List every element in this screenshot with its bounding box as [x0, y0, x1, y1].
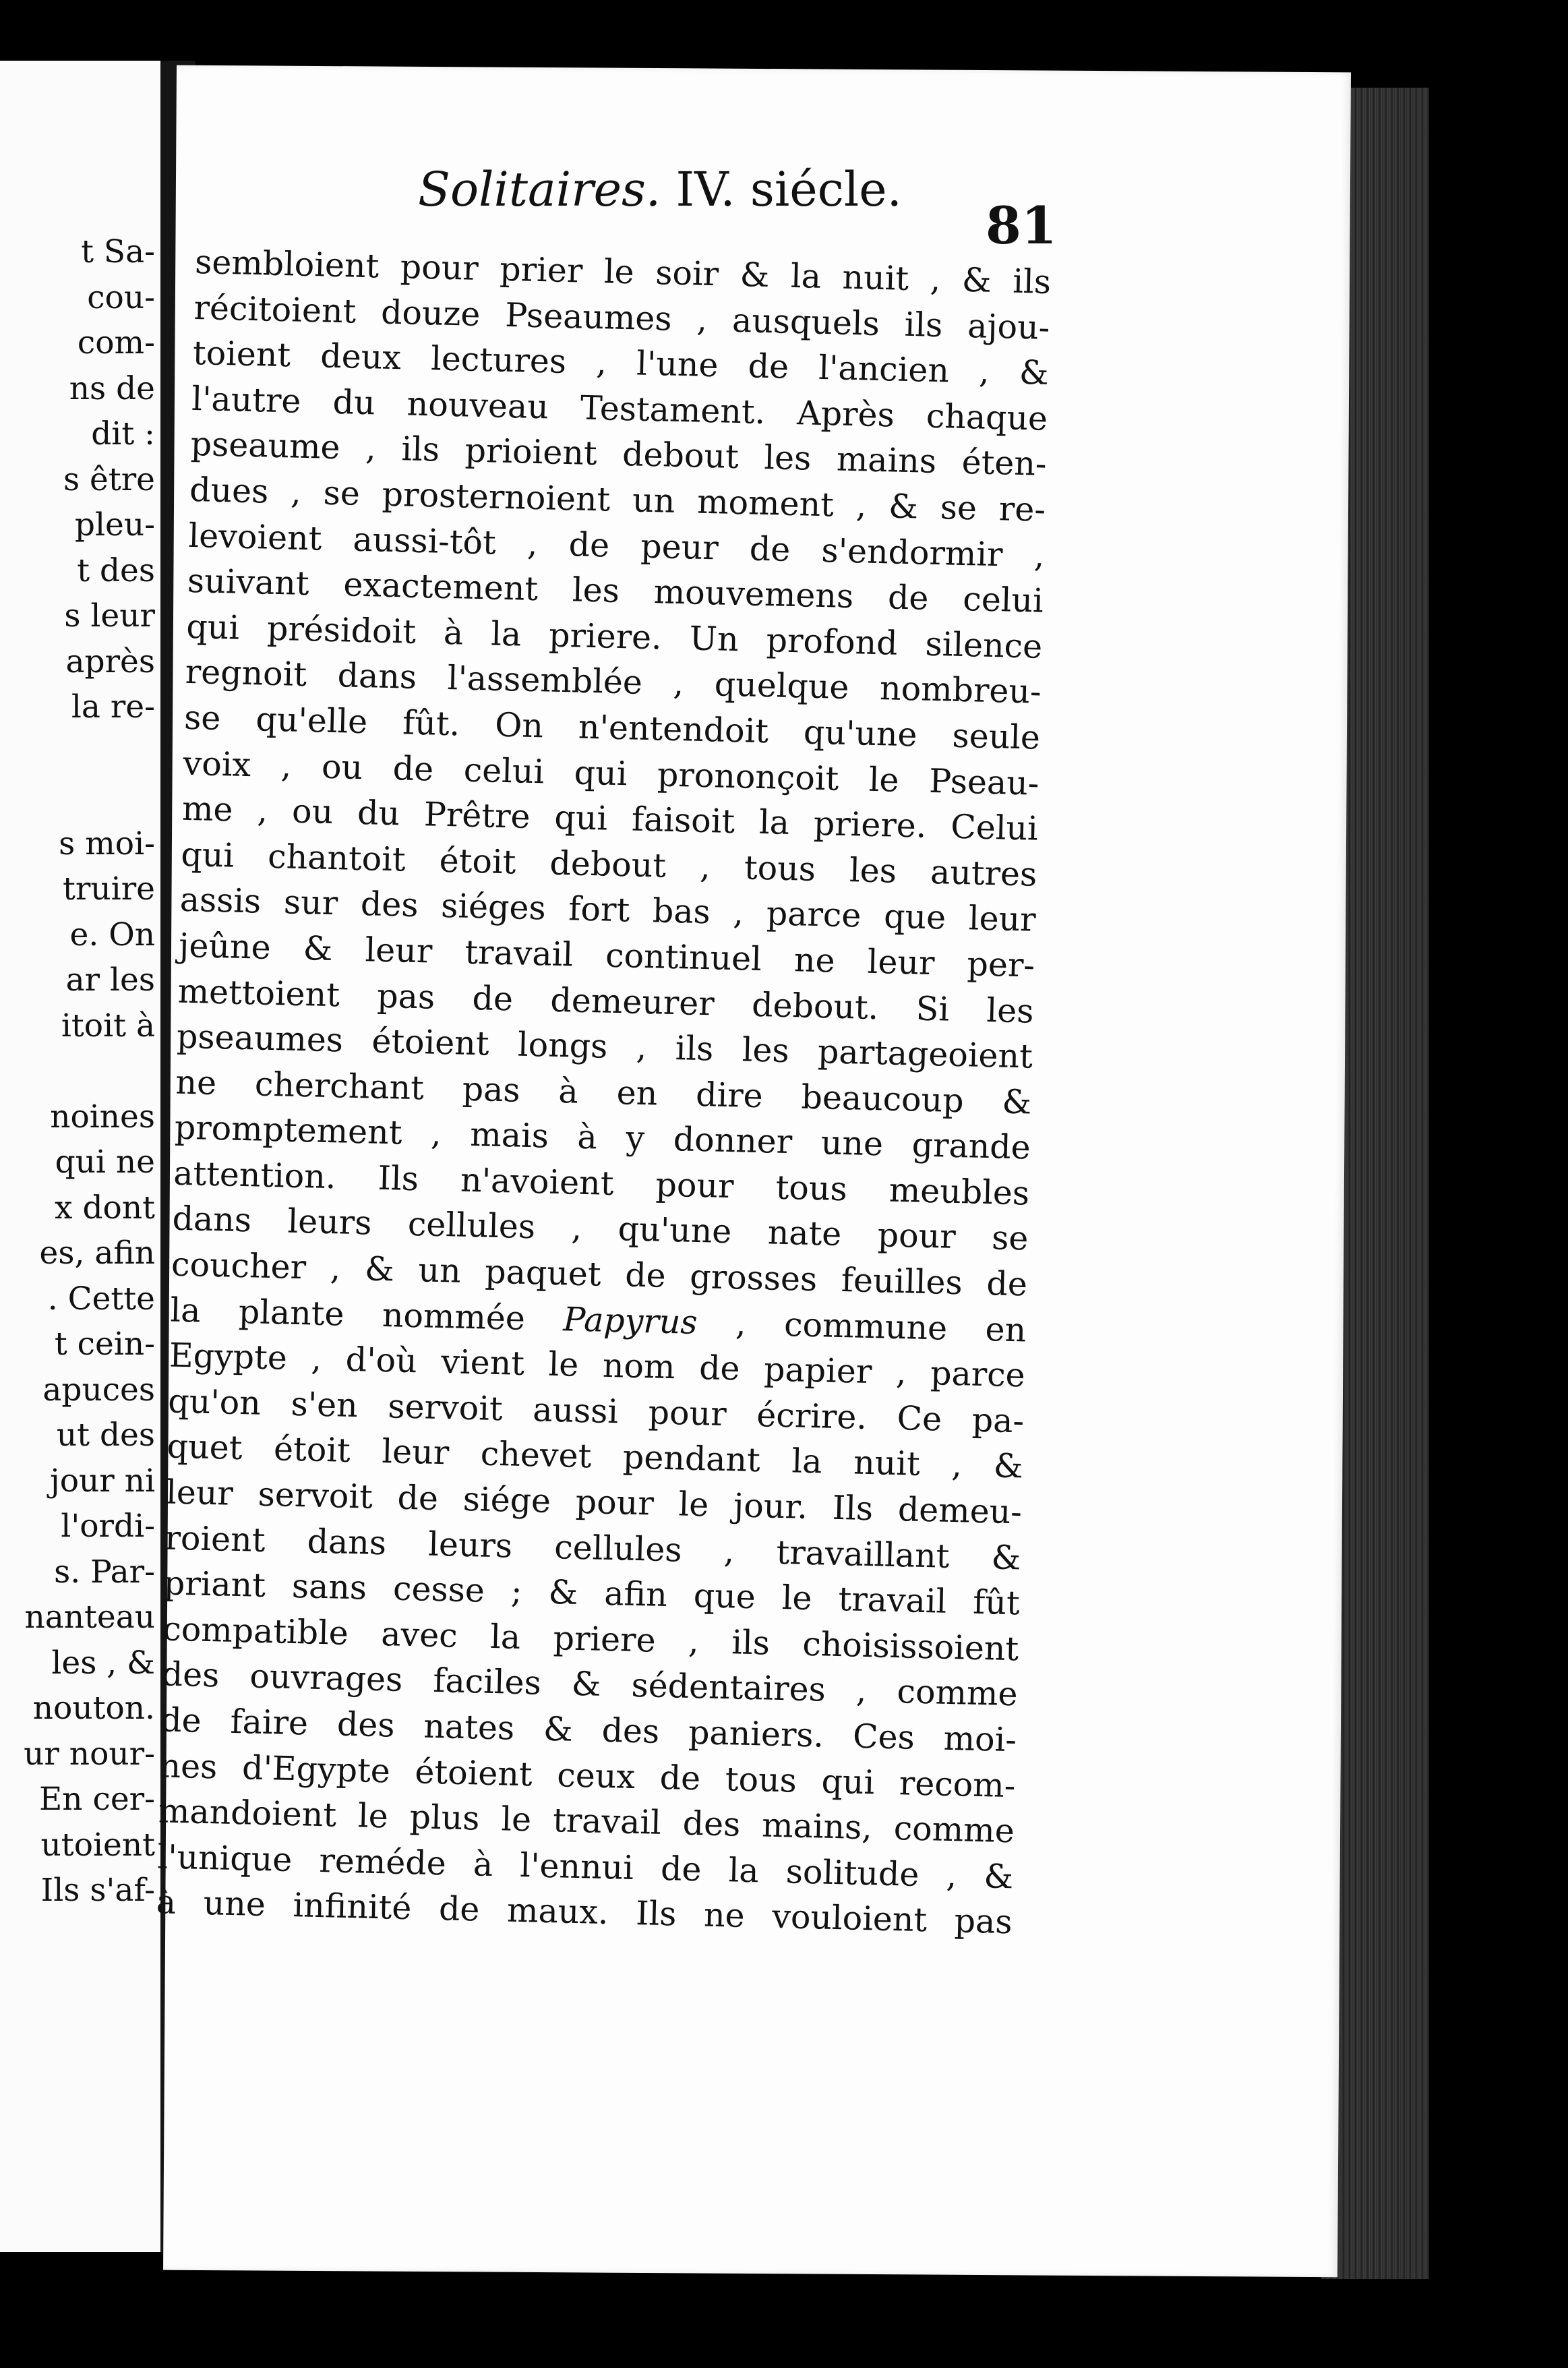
text-line: toient deux lectures , l'une de l'ancien , & [192, 334, 1050, 393]
previous-page-line: s être [63, 461, 155, 498]
previous-page-line: com- [77, 324, 155, 361]
previous-page-line: s leur [64, 597, 155, 634]
previous-page-line: ut des [56, 1417, 155, 1454]
italic-term: Papyrus [562, 1299, 698, 1342]
text-line: quet étoit leur chevet pendant la nuit , & [167, 1427, 1024, 1486]
previous-page-line: x dont [55, 1189, 155, 1226]
previous-page-line: ur nour- [24, 1735, 155, 1773]
text-line: mandoient le plus le travail des mains, comme [158, 1792, 1015, 1851]
text-line: qu'on s'en servoit aussi pour écrire. Ce pa- [167, 1382, 1025, 1441]
previous-page-line: nanteau [24, 1599, 155, 1636]
text-line: Egypte , d'où vient le nom de papier , parce [169, 1336, 1026, 1395]
text-line: pseaume , ils prioient debout les mains éten- [190, 425, 1048, 484]
text-line: jeûne & leur travail continuel ne leur per- [178, 926, 1035, 985]
previous-page-line: la re- [71, 688, 155, 726]
text-line: de faire des nates & des paniers. Ces moi- [160, 1700, 1017, 1760]
text-line: assis sur des siéges fort bas , parce que leur [179, 881, 1037, 939]
previous-page-line: noines [50, 1098, 155, 1135]
previous-page-line: ar les [65, 961, 155, 999]
text-line: l'unique reméde à l'ennui de la solitude , & [156, 1837, 1014, 1897]
previous-page-line: Ils s'af- [40, 1872, 155, 1909]
previous-page-line: dit : [91, 415, 155, 452]
previous-page-line: t des [77, 552, 155, 589]
previous-page-line: t cein- [54, 1326, 155, 1363]
text-line: la plante nommée Papyrus , commune en [169, 1291, 1027, 1350]
running-head-century: IV. siécle. [675, 162, 902, 217]
text-line: à une infinité de maux. Ils ne vouloient pas [156, 1883, 1013, 1942]
previous-page-line: cou- [87, 278, 155, 316]
text-line: pseaumes étoient longs , ils les partageoient [176, 1017, 1033, 1076]
text-line: récitoient douze Pseaumes , ausquels ils ajou- [193, 288, 1050, 347]
previous-page-fragment [0, 61, 160, 2252]
text-line: se qu'elle fût. On n'entendoit qu'une seule [183, 698, 1041, 757]
text-line: sembloient pour prier le soir & la nuit , & ils [194, 242, 1052, 301]
text-line: mettoient pas de demeurer debout. Si les [177, 972, 1035, 1031]
previous-page-line: jour ni [50, 1462, 155, 1500]
previous-page-line [24, 730, 155, 776]
previous-page-line: itoit à [61, 1007, 155, 1044]
previous-page-line: es, afin [39, 1235, 155, 1272]
text-line: roient dans leurs cellules , travaillant & [164, 1518, 1021, 1578]
text-line: qui présidoit à la priere. Un profond silence [185, 607, 1043, 666]
text-line: suivant exactement les mouvemens de celui [187, 562, 1044, 620]
text-line: des ouvrages faciles & sédentaires , comme [161, 1655, 1019, 1714]
text-line: regnoit dans l'assemblée , quelque nombreu- [185, 653, 1042, 712]
text-line: nes d'Egypte étoient ceux de tous qui recom- [158, 1746, 1016, 1805]
previous-page-line: e. On [69, 916, 155, 953]
text-line: me , ou du Prêtre qui faisoit la priere. Celui [181, 789, 1039, 848]
text-line: coucher , & un paquet de grosses feuilles de [171, 1245, 1028, 1304]
previous-page-line [24, 1048, 155, 1094]
previous-page-line: s. Par- [54, 1553, 155, 1591]
previous-page-line: En cer- [38, 1781, 155, 1818]
previous-page-line: t Sa- [81, 233, 155, 270]
previous-page-line: truire [63, 870, 155, 908]
previous-page-line: après [65, 643, 155, 680]
text-line: promptement , mais à y donner une grande [174, 1108, 1031, 1167]
previous-page-line: l'ordi- [61, 1508, 155, 1545]
previous-page-line: utoient [40, 1826, 155, 1864]
previous-page-text [24, 229, 155, 1914]
previous-page-line [24, 775, 155, 821]
text-line: voix , ou de celui qui prononçoit le Pseau- [183, 744, 1040, 803]
text-line: levoient aussi-tôt , de peur de s'endormir , [187, 516, 1045, 575]
text-line: dues , se prosternoient un moment , & se re- [189, 470, 1046, 529]
page-number: 81 [986, 196, 1057, 256]
previous-page-line: . Cette [47, 1280, 155, 1318]
text-line: qui chantoit étoit debout , tous les autres [180, 835, 1037, 894]
previous-page-line: pleu- [74, 506, 155, 543]
previous-page-line: qui ne [55, 1144, 155, 1181]
running-head [418, 162, 1052, 217]
previous-page-line: les , & [51, 1644, 155, 1682]
text-line: attention. Ils n'avoient pour tous meubles [173, 1154, 1030, 1213]
text-line: leur servoit de siége pour le jour. Ils demeu- [165, 1473, 1023, 1532]
running-head-title: Solitaires. [418, 162, 661, 217]
text-line: priant sans cesse ; & afin que le travail fût [163, 1564, 1021, 1623]
text-line: l'autre du nouveau Testament. Après chaque [191, 379, 1048, 438]
text-line: dans leurs cellules , qu'une nate pour se [172, 1200, 1029, 1258]
previous-page-line: nouton. [32, 1690, 155, 1727]
text-line: ne cherchant pas à en dire beaucoup & [175, 1063, 1032, 1122]
previous-page-line: ns de [69, 369, 155, 407]
text-line: compatible avec la priere , ils choisissoient [162, 1609, 1019, 1669]
body-text [156, 239, 1052, 1945]
previous-page-line: apuces [42, 1371, 155, 1409]
previous-page-line: s moi- [59, 825, 155, 862]
